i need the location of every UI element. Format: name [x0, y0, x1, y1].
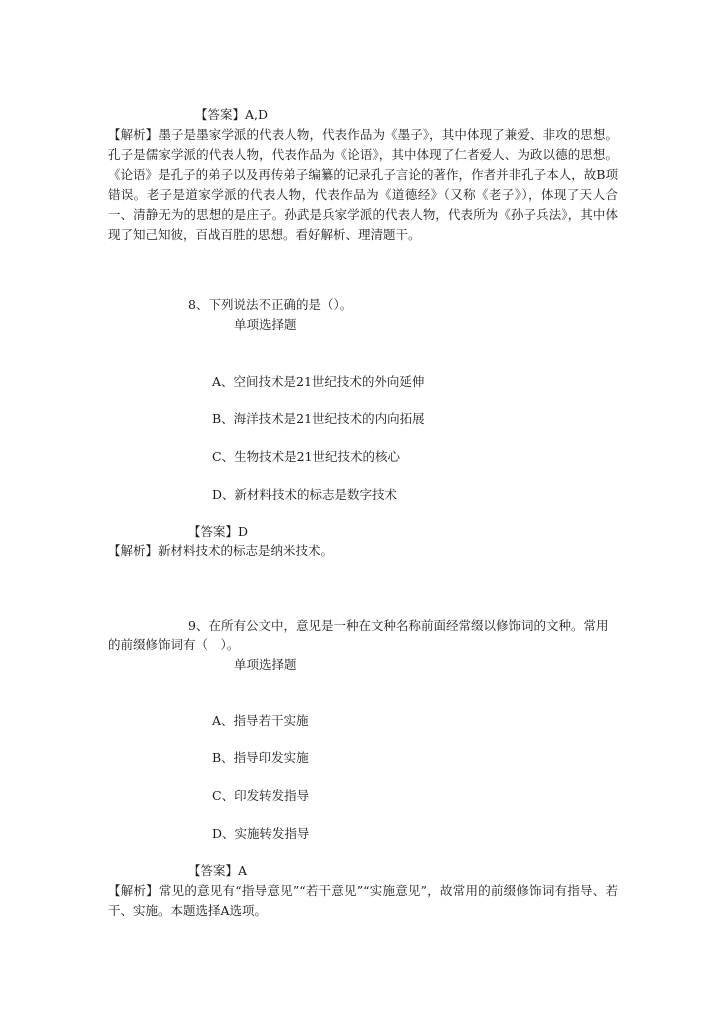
- q8-stem: 8、下列说法不正确的是（）。: [188, 297, 353, 312]
- q8-option-b: B、海洋技术是21世纪技术的内向拓展: [212, 411, 425, 426]
- q8-option-d: D、新材料技术的标志是数字技术: [212, 487, 398, 502]
- q8-option-c: C、生物技术是21世纪技术的核心: [212, 449, 400, 464]
- q9-answer: 【答案】A: [188, 863, 248, 878]
- q8-explanation: 【解析】新材料技术的标志是纳米技术。: [108, 543, 334, 558]
- q7-explanation: 【解析】墨子是墨家学派的代表人物，代表作品为《墨子》，其中体现了兼爱、非攻的思想。孔子是儒家学派的代表人物，代表作品为《论语》，其中体现了仁者爱人、为政以德的思想。《论语》是孔子的弟子以及再传弟子编纂的记录孔子言论的著作，作者并非孔子本人，故B项错误。老子是道家学派的代表人物，代表作品为《道德经》（又称《老子》），体现了天人合一、清静无为的思想的是庄子。孙武是兵家学派的代表人物，代表所为《孙子兵法》，其中体现了知己知彼，百战百胜的思想。看好解析、理清题干。: [108, 127, 618, 242]
- q9-option-c: C、印发转发指导: [212, 788, 310, 803]
- q8-option-a: A、空间技术是21世纪技术的外向延伸: [212, 374, 425, 389]
- q9-option-b: B、指导印发实施: [212, 750, 309, 765]
- q9-explanation: 【解析】常见的意见有“指导意见”“若干意见”“实施意见”，故常用的前缀修饰词有指导、若干、实施。本题选择A选项。: [108, 883, 618, 918]
- q9-option-a: A、指导若干实施: [212, 713, 309, 728]
- q9-stem-line2: 的前缀修饰词有（ ）。: [108, 637, 240, 652]
- q9-stem-line1: 9、在所有公文中，意见是一种在文种名称前面经常缀以修饰词的文种。常用: [188, 618, 609, 633]
- q7-answer: 【答案】A,D: [195, 107, 269, 122]
- q9-option-d: D、实施转发指导: [212, 826, 310, 841]
- q8-answer: 【答案】D: [188, 524, 249, 539]
- q9-type: 单项选择题: [234, 657, 297, 672]
- q8-type: 单项选择题: [234, 317, 297, 332]
